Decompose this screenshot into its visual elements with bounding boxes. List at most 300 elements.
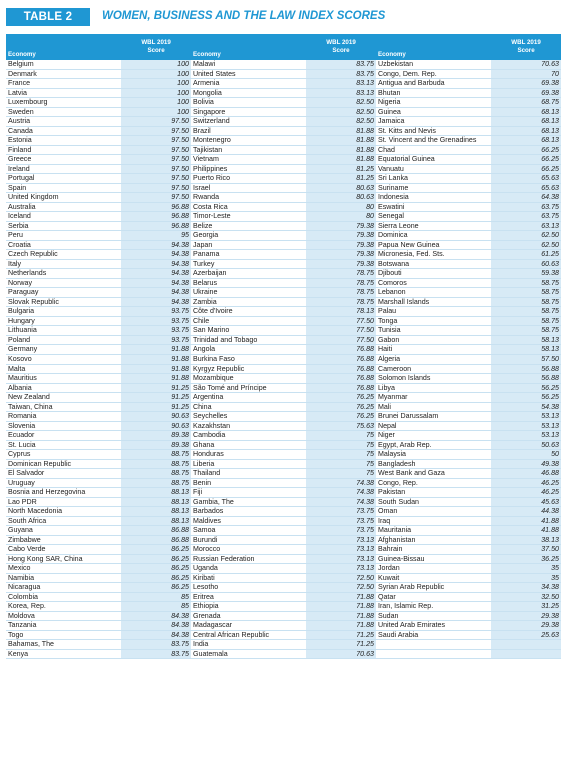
table-row [6,79,561,89]
economy-cell: Bosnia and Herzegovina [6,488,121,498]
economy-cell: Micronesia, Fed. Sts. [376,250,491,260]
table-row [6,145,561,155]
score-cell: 79.38 [306,231,376,241]
score-cell: 97.50 [121,164,191,174]
score-cell: 78.13 [306,307,376,317]
score-cell: 73.13 [306,535,376,545]
score-cell: 71.88 [306,611,376,621]
economy-cell: Timor-Leste [191,212,306,222]
table-row [6,345,561,355]
economy-cell: Kosovo [6,354,121,364]
score-cell: 97.50 [121,145,191,155]
score-cell: 77.50 [306,335,376,345]
economy-cell: Suriname [376,183,491,193]
score-cell: 35 [491,564,561,574]
score-cell: 73.75 [306,516,376,526]
table-row [6,621,561,631]
score-cell: 56.25 [491,383,561,393]
economy-cell: Panama [191,250,306,260]
economy-cell: North Macedonia [6,507,121,517]
economy-cell: Sweden [6,107,121,117]
table-row [6,393,561,403]
score-cell: 58.75 [491,297,561,307]
economy-column-header: Economy [191,34,306,60]
score-cell: 75.63 [306,421,376,431]
economy-cell: Russian Federation [191,554,306,564]
table-row [6,98,561,108]
economy-cell: United States [191,69,306,79]
economy-cell: San Marino [191,326,306,336]
economy-cell: Montenegro [191,136,306,146]
score-cell: 88.13 [121,507,191,517]
score-cell: 58.75 [491,307,561,317]
economy-cell: Honduras [191,450,306,460]
score-cell: 34.38 [491,583,561,593]
table-row [6,573,561,583]
score-cell: 56.25 [491,393,561,403]
table-row [6,649,561,659]
economy-cell: Jordan [376,564,491,574]
score-cell: 72.50 [306,583,376,593]
economy-cell: Lao PDR [6,497,121,507]
score-cell: 61.25 [491,250,561,260]
economy-cell: Guinea [376,107,491,117]
economy-cell: Belarus [191,278,306,288]
score-cell: 78.75 [306,297,376,307]
score-cell: 46.25 [491,488,561,498]
economy-cell: Cameroon [376,364,491,374]
economy-cell: Botswana [376,259,491,269]
score-cell: 81.88 [306,155,376,165]
economy-cell: Gabon [376,335,491,345]
economy-cell: Ghana [191,440,306,450]
score-cell: 86.25 [121,573,191,583]
table-row [6,545,561,555]
economy-cell: Uzbekistan [376,60,491,69]
score-cell: 84.38 [121,611,191,621]
score-cell: 36.25 [491,554,561,564]
economy-cell: Singapore [191,107,306,117]
score-cell: 100 [121,60,191,69]
economy-cell: New Zealand [6,393,121,403]
score-cell: 68.75 [491,98,561,108]
economy-cell: Slovak Republic [6,297,121,307]
table-row [6,288,561,298]
economy-cell: Costa Rica [191,202,306,212]
economy-cell: Djibouti [376,269,491,279]
economy-cell: South Africa [6,516,121,526]
score-cell: 78.75 [306,288,376,298]
economy-cell: Mauritius [6,374,121,384]
score-cell: 57.50 [491,354,561,364]
economy-cell: Albania [6,383,121,393]
economy-cell: Iran, Islamic Rep. [376,602,491,612]
score-cell: 94.38 [121,288,191,298]
score-cell: 74.38 [306,488,376,498]
economy-cell: Lesotho [191,583,306,593]
score-cell: 83.75 [121,640,191,650]
score-cell: 91.88 [121,345,191,355]
score-cell: 44.38 [491,507,561,517]
score-cell: 63.75 [491,212,561,222]
score-cell: 74.38 [306,478,376,488]
score-cell: 73.13 [306,545,376,555]
table-title: WOMEN, BUSINESS AND THE LAW INDEX SCORES [102,10,386,22]
score-cell: 59.38 [491,269,561,279]
economy-cell: Armenia [191,79,306,89]
economy-cell: Denmark [6,69,121,79]
score-header-line1: WBL 2019 [326,39,356,46]
economy-cell: Puerto Rico [191,174,306,184]
economy-cell: Mali [376,402,491,412]
economy-cell: Gambia, The [191,497,306,507]
table-row [6,640,561,650]
economy-cell: India [191,640,306,650]
score-cell: 97.50 [121,174,191,184]
economy-cell: Cabo Verde [6,545,121,555]
economy-cell: Zimbabwe [6,535,121,545]
table-row [6,412,561,422]
score-cell: 93.75 [121,316,191,326]
economy-cell: Cambodia [191,431,306,441]
table-row [6,69,561,79]
economy-cell: Vietnam [191,155,306,165]
economy-cell: Bangladesh [376,459,491,469]
score-cell: 85 [121,592,191,602]
score-cell: 69.38 [491,79,561,89]
economy-cell: Uganda [191,564,306,574]
economy-cell: West Bank and Gaza [376,469,491,479]
score-cell: 81.88 [306,126,376,136]
table-row [6,478,561,488]
economy-cell: Greece [6,155,121,165]
score-cell: 58.75 [491,288,561,298]
score-cell: 71.88 [306,621,376,631]
economy-cell: Japan [191,240,306,250]
economy-cell: Spain [6,183,121,193]
score-cell: 100 [121,69,191,79]
economy-cell: Australia [6,202,121,212]
table-row [6,374,561,384]
score-cell: 70 [491,69,561,79]
economy-cell: Poland [6,335,121,345]
score-cell: 88.13 [121,488,191,498]
score-cell: 83.75 [121,649,191,659]
score-cell: 63.75 [491,202,561,212]
economy-column-header: Economy [6,34,121,60]
score-cell: 97.50 [121,136,191,146]
economy-cell: Chile [191,316,306,326]
score-cell: 62.50 [491,231,561,241]
economy-cell: Antigua and Barbuda [376,79,491,89]
economy-cell: Niger [376,431,491,441]
economy-cell: Central African Republic [191,630,306,640]
economy-cell: Thailand [191,469,306,479]
economy-cell: Pakistan [376,488,491,498]
economy-cell: Qatar [376,592,491,602]
score-column-header [491,34,561,60]
score-cell: 93.75 [121,335,191,345]
score-cell: 58.13 [491,335,561,345]
score-cell: 56.88 [491,364,561,374]
economy-cell: Luxembourg [6,98,121,108]
table-row [6,326,561,336]
table-body [6,60,561,659]
economy-cell: Namibia [6,573,121,583]
score-cell: 80.63 [306,183,376,193]
score-cell: 94.38 [121,240,191,250]
economy-cell: Dominica [376,231,491,241]
table-row [6,240,561,250]
economy-cell: Benin [191,478,306,488]
score-cell: 94.38 [121,269,191,279]
score-cell: 79.38 [306,259,376,269]
score-cell: 83.13 [306,88,376,98]
score-cell: 86.25 [121,564,191,574]
economy-cell: Belize [191,221,306,231]
economy-cell: United Arab Emirates [376,621,491,631]
score-cell: 90.63 [121,412,191,422]
score-cell: 71.88 [306,592,376,602]
score-cell: 35 [491,573,561,583]
score-cell: 100 [121,88,191,98]
table-row [6,126,561,136]
table-row [6,250,561,260]
score-cell: 38.13 [491,535,561,545]
score-cell: 73.13 [306,554,376,564]
score-cell: 66.25 [491,164,561,174]
score-cell: 86.25 [121,545,191,555]
economy-cell: Ukraine [191,288,306,298]
table-row [6,431,561,441]
score-cell: 75 [306,469,376,479]
economy-cell: Togo [6,630,121,640]
score-cell: 78.75 [306,278,376,288]
economy-cell: Bolivia [191,98,306,108]
economy-cell: Sri Lanka [376,174,491,184]
score-cell: 86.88 [121,526,191,536]
economy-cell: Seychelles [191,412,306,422]
table-row [6,259,561,269]
table-row [6,107,561,117]
economy-cell: Canada [6,126,121,136]
score-cell: 70.63 [491,60,561,69]
economy-cell: Tajikistan [191,145,306,155]
economy-cell: Papua New Guinea [376,240,491,250]
score-cell: 80 [306,202,376,212]
score-header-line2: Score [332,47,350,54]
economy-cell: Libya [376,383,491,393]
economy-cell: Guyana [6,526,121,536]
economy-cell: Palau [376,307,491,317]
economy-cell: Kuwait [376,573,491,583]
table-row [6,535,561,545]
score-cell: 77.50 [306,326,376,336]
table-row [6,469,561,479]
economy-cell [376,649,491,659]
score-cell: 58.75 [491,278,561,288]
score-cell: 82.50 [306,107,376,117]
economy-cell: Lithuania [6,326,121,336]
score-cell: 94.38 [121,278,191,288]
economy-cell: Finland [6,145,121,155]
score-cell: 89.38 [121,440,191,450]
score-cell: 73.75 [306,507,376,517]
score-cell: 100 [121,107,191,117]
economy-cell: Austria [6,117,121,127]
economy-cell: Ecuador [6,431,121,441]
economy-cell: Burundi [191,535,306,545]
score-cell: 76.25 [306,393,376,403]
table-row [6,526,561,536]
table-row [6,155,561,165]
economy-cell: Congo, Rep. [376,478,491,488]
score-cell: 76.25 [306,402,376,412]
score-cell: 81.25 [306,164,376,174]
score-cell: 82.50 [306,117,376,127]
economy-cell: Philippines [191,164,306,174]
score-cell: 81.25 [306,174,376,184]
table-row [6,583,561,593]
economy-cell: Azerbaijan [191,269,306,279]
table-row [6,335,561,345]
table-row [6,402,561,412]
economy-cell: Slovenia [6,421,121,431]
economy-cell: Peru [6,231,121,241]
table-header-row [6,34,561,60]
economy-cell: São Tomé and Príncipe [191,383,306,393]
economy-cell: Bahamas, The [6,640,121,650]
score-cell: 46.88 [491,469,561,479]
economy-cell: Nepal [376,421,491,431]
table-row [6,383,561,393]
economy-cell: Moldova [6,611,121,621]
score-cell: 81.88 [306,136,376,146]
score-cell: 73.13 [306,564,376,574]
score-cell: 58.13 [491,345,561,355]
score-cell: 80.63 [306,193,376,203]
economy-cell: Angola [191,345,306,355]
score-cell: 91.88 [121,374,191,384]
score-cell: 83.13 [306,79,376,89]
economy-cell: Uruguay [6,478,121,488]
economy-cell: Ireland [6,164,121,174]
economy-cell: Burkina Faso [191,354,306,364]
economy-cell: Indonesia [376,193,491,203]
economy-cell: Nicaragua [6,583,121,593]
score-cell: 84.38 [121,630,191,640]
score-cell: 63.13 [491,221,561,231]
score-cell: 96.88 [121,202,191,212]
score-cell: 76.88 [306,383,376,393]
score-cell: 37.50 [491,545,561,555]
score-cell: 46.25 [491,478,561,488]
economy-cell: Eritrea [191,592,306,602]
table-row [6,421,561,431]
economy-cell: Kazakhstan [191,421,306,431]
economy-cell: Czech Republic [6,250,121,260]
score-cell: 86.25 [121,554,191,564]
economy-cell: Netherlands [6,269,121,279]
score-cell: 88.75 [121,459,191,469]
economy-cell: Congo, Dem. Rep. [376,69,491,79]
economy-cell: Croatia [6,240,121,250]
economy-cell: Malawi [191,60,306,69]
economy-cell: Bulgaria [6,307,121,317]
economy-cell: Hong Kong SAR, China [6,554,121,564]
score-cell: 79.38 [306,250,376,260]
score-cell: 72.50 [306,573,376,583]
economy-cell: Zambia [191,297,306,307]
economy-cell: United Kingdom [6,193,121,203]
economy-cell: Cyprus [6,450,121,460]
score-cell: 97.50 [121,193,191,203]
economy-cell: Maldives [191,516,306,526]
economy-cell: Dominican Republic [6,459,121,469]
score-cell: 25.63 [491,630,561,640]
score-cell: 97.50 [121,117,191,127]
score-cell: 64.38 [491,193,561,203]
score-cell: 71.25 [306,630,376,640]
economy-cell: Chad [376,145,491,155]
economy-cell: Belgium [6,60,121,69]
score-cell: 80 [306,212,376,222]
score-cell: 97.50 [121,126,191,136]
score-cell: 54.38 [491,402,561,412]
table-row [6,136,561,146]
score-cell: 71.88 [306,602,376,612]
economy-cell: Israel [191,183,306,193]
score-column-header [121,34,191,60]
economy-cell: South Sudan [376,497,491,507]
score-cell: 96.88 [121,221,191,231]
economy-cell: Comoros [376,278,491,288]
economy-cell: Madagascar [191,621,306,631]
economy-cell: Kyrgyz Republic [191,364,306,374]
score-cell: 65.63 [491,183,561,193]
score-cell: 91.25 [121,402,191,412]
economy-cell: Bhutan [376,88,491,98]
score-cell: 79.38 [306,221,376,231]
economy-cell: El Salvador [6,469,121,479]
table-row [6,269,561,279]
economy-cell: St. Kitts and Nevis [376,126,491,136]
score-cell: 97.50 [121,183,191,193]
score-cell: 85 [121,602,191,612]
score-cell: 90.63 [121,421,191,431]
score-cell: 53.13 [491,412,561,422]
score-cell: 93.75 [121,326,191,336]
economy-cell: Guinea-Bissau [376,554,491,564]
score-cell: 50 [491,450,561,460]
score-cell: 53.13 [491,431,561,441]
score-cell: 86.25 [121,583,191,593]
economy-cell: Mexico [6,564,121,574]
table-row [6,364,561,374]
economy-cell: Oman [376,507,491,517]
score-cell: 68.13 [491,117,561,127]
economy-cell: Iraq [376,516,491,526]
economy-cell: Liberia [191,459,306,469]
economy-cell: Turkey [191,259,306,269]
score-cell: 91.25 [121,393,191,403]
economy-cell: Bahrain [376,545,491,555]
score-cell: 76.88 [306,354,376,364]
score-cell: 32.50 [491,592,561,602]
table-row [6,297,561,307]
economy-cell: Portugal [6,174,121,184]
economy-cell: Georgia [191,231,306,241]
